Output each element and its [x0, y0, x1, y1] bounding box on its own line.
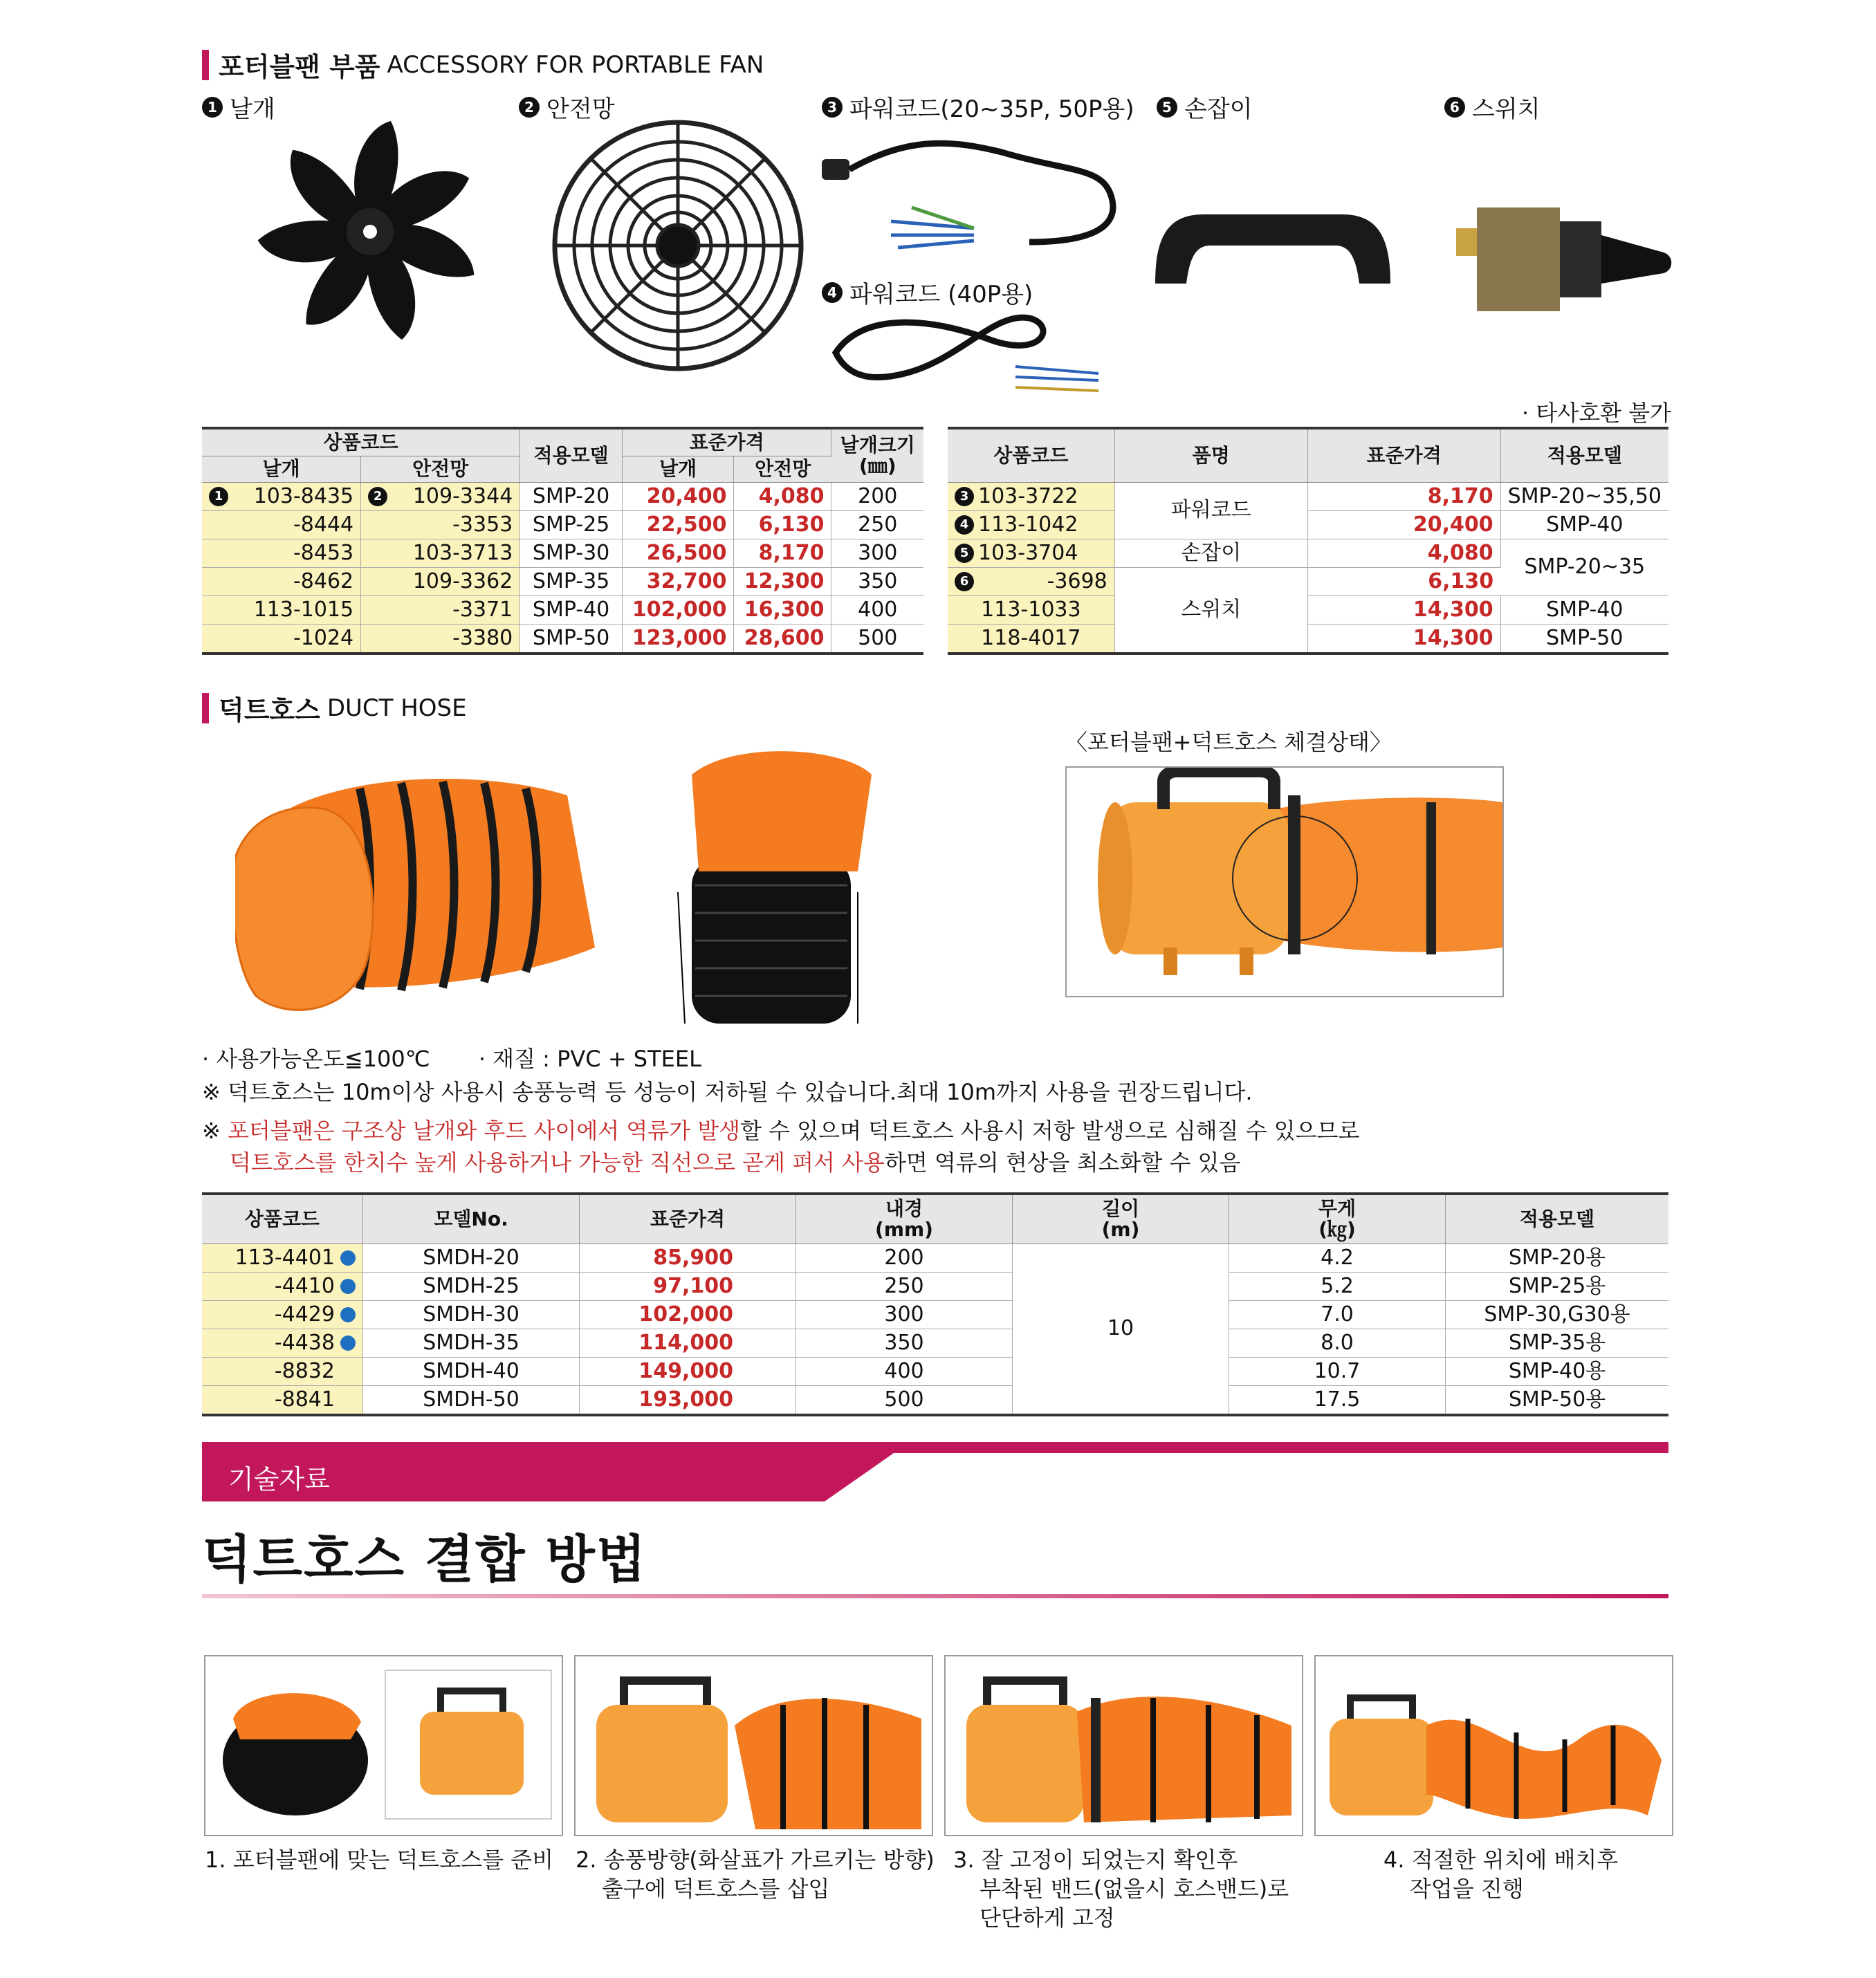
applied-cell: SMP-25용 — [1446, 1272, 1669, 1300]
step-4-photo — [1314, 1655, 1673, 1836]
code-cell — [202, 1272, 363, 1300]
header-price-grille: 안전망 — [734, 456, 831, 482]
size-cell: 300 — [831, 539, 923, 567]
part-label-power-cord-a — [822, 90, 1134, 124]
price-cell: 16,300 — [734, 595, 831, 624]
weight-cell: 17.5 — [1229, 1385, 1446, 1415]
note-highlight-1: 포터블팬은 구조상 날개와 후드 사이에서 역류가 발생 — [227, 1118, 741, 1144]
note-text-2: 하면 역류의 현상을 최소화할 수 있음 — [884, 1149, 1241, 1176]
spec-temperature: · 사용가능온도≦100℃ — [202, 1046, 430, 1072]
stock-dot-icon — [340, 1307, 356, 1322]
code-cell — [948, 510, 1114, 539]
grille-code-cell: -3371 — [361, 595, 520, 624]
weight-cell: 5.2 — [1229, 1272, 1446, 1300]
blade-code-cell: 113-1015 — [202, 595, 361, 624]
model-cell: SMP-20 — [520, 482, 623, 510]
size-cell: 350 — [831, 567, 923, 595]
grille-code-cell: 109-3362 — [361, 567, 520, 595]
compatibility-note: · 타사호환 불가 — [1522, 400, 1671, 426]
name-cell: 파워코드 — [1114, 482, 1307, 539]
price-cell: 28,600 — [734, 624, 831, 654]
parts-table — [948, 427, 1668, 655]
spec-material: · 재질 : PVC + STEEL — [478, 1046, 701, 1072]
header-code: 상품코드 — [948, 428, 1114, 482]
code-text: -4429 — [274, 1302, 335, 1327]
header-length-label: 길이 — [1101, 1197, 1140, 1221]
price-cell: 149,000 — [580, 1357, 796, 1385]
name-cell: 스위치 — [1114, 567, 1307, 654]
code-text: 109-3344 — [412, 483, 513, 508]
stock-dot-icon — [340, 1250, 356, 1266]
grille-code-cell: 103-3713 — [361, 539, 520, 567]
code-text: 103-8435 — [253, 483, 354, 508]
header-model: 적용모델 — [1500, 428, 1668, 482]
power-cord-icon — [822, 124, 1126, 263]
step-3-illustration — [946, 1656, 1302, 1835]
price-cell: 8,170 — [1307, 482, 1500, 510]
num-badge-5: 5 — [955, 544, 974, 563]
price-cell: 14,300 — [1307, 624, 1500, 654]
price-cell: 4,080 — [734, 482, 831, 510]
step-3-caption — [953, 1845, 1289, 1932]
part-name: 파워코드 (40P용) — [849, 281, 1033, 308]
diameter-cell: 200 — [796, 1244, 1013, 1272]
table-row — [202, 1329, 1668, 1357]
code-cell: 118-4017 — [948, 624, 1114, 654]
model-cell: SMP-20~35 — [1500, 539, 1668, 595]
header-grille: 안전망 — [361, 456, 520, 482]
spec-line — [202, 1043, 701, 1075]
code-cell — [948, 482, 1114, 510]
table-row — [202, 1244, 1668, 1272]
header-length-unit: (m) — [1101, 1217, 1140, 1241]
code-cell — [202, 1300, 363, 1329]
model-cell: SMP-50 — [520, 624, 623, 654]
table-row — [202, 510, 923, 539]
header-diameter-unit: (mm) — [875, 1217, 933, 1241]
part-number: 2 — [519, 97, 540, 118]
step-line: 1. 포터블팬에 맞는 덕트호스를 준비 — [205, 1847, 553, 1873]
fan-blade-icon — [246, 118, 495, 360]
table-row — [202, 1385, 1668, 1415]
price-cell: 20,400 — [1307, 510, 1500, 539]
diameter-cell: 300 — [796, 1300, 1013, 1329]
stock-dot-icon — [340, 1279, 356, 1294]
duct-title-ko: 덕트호스 — [219, 695, 320, 725]
step-1-photo — [204, 1655, 563, 1836]
applied-cell: SMP-30,G30용 — [1446, 1300, 1669, 1329]
step-2-photo — [574, 1655, 933, 1836]
table-row — [948, 510, 1668, 539]
table-row — [202, 567, 923, 595]
length-cell: 10 — [1013, 1244, 1229, 1415]
num-badge-1: 1 — [209, 487, 228, 506]
price-cell: 102,000 — [580, 1300, 796, 1329]
header-model: 적용모델 — [520, 428, 623, 482]
note-backflow — [202, 1115, 1359, 1179]
header-size-unit: (㎜) — [858, 454, 896, 477]
code-text: 113-1042 — [978, 512, 1078, 537]
model-cell: SMDH-20 — [363, 1244, 580, 1272]
accessory-title-en: ACCESSORY FOR PORTABLE FAN — [387, 50, 764, 79]
code-text: 113-4401 — [234, 1245, 335, 1270]
diameter-cell: 400 — [796, 1357, 1013, 1385]
step-1-caption — [205, 1845, 553, 1874]
blade-code-cell: -8462 — [202, 567, 361, 595]
accessory-title-ko: 포터블팬 부품 — [219, 52, 380, 82]
header-weight — [1229, 1194, 1446, 1244]
price-cell: 85,900 — [580, 1244, 796, 1272]
part-number: 3 — [822, 97, 843, 118]
step-4-caption — [1383, 1845, 1618, 1903]
tech-band-label: 기술자료 — [228, 1464, 330, 1495]
model-cell: SMDH-30 — [363, 1300, 580, 1329]
part-name: 손잡이 — [1184, 95, 1253, 123]
code-cell: -8832 — [202, 1357, 363, 1385]
table-row — [202, 1272, 1668, 1300]
header-price-blade: 날개 — [622, 456, 734, 482]
step-line: 4. 적절한 위치에 배치후 — [1383, 1847, 1619, 1873]
grille-code-cell: -3353 — [361, 510, 520, 539]
model-cell: SMP-35 — [520, 567, 623, 595]
model-cell: SMP-40 — [520, 595, 623, 624]
code-cell: -8841 — [202, 1385, 363, 1415]
part-label-handle — [1157, 90, 1253, 124]
note-line-2 — [202, 1147, 1359, 1179]
note-prefix: ※ — [202, 1118, 228, 1144]
step-2-caption — [576, 1845, 935, 1903]
code-text: -3698 — [1047, 569, 1107, 593]
price-cell: 4,080 — [1307, 539, 1500, 567]
grille-code-cell — [361, 482, 520, 510]
table-row — [202, 539, 923, 567]
note-length: ※ 덕트호스는 10m이상 사용시 송풍능력 등 성능이 저하될 수 있습니다.최대 10m까지 사용을 권장드립니다. — [202, 1079, 1253, 1105]
table-row — [202, 595, 923, 624]
price-cell: 12,300 — [734, 567, 831, 595]
header-diameter — [796, 1194, 1013, 1244]
header-name: 품명 — [1114, 428, 1307, 482]
handle-icon — [1148, 207, 1397, 297]
header-weight-unit: (㎏) — [1318, 1217, 1356, 1241]
header-weight-label: 무게 — [1318, 1197, 1357, 1221]
model-cell: SMDH-35 — [363, 1329, 580, 1357]
size-cell: 500 — [831, 624, 923, 654]
duct-title-en: DUCT HOSE — [327, 694, 467, 722]
step-4-illustration — [1316, 1656, 1672, 1835]
note-text-1: 할 수 있으며 덕트호스 사용시 저항 발생으로 심해질 수 있으므로 — [740, 1118, 1360, 1144]
step-line: 단단하게 고정 — [980, 1905, 1115, 1931]
model-cell: SMP-30 — [520, 539, 623, 567]
part-number: 4 — [822, 282, 843, 303]
duct-hose-image — [235, 733, 899, 1024]
applied-cell: SMP-20용 — [1446, 1244, 1669, 1272]
table-row — [948, 595, 1668, 624]
table-row — [202, 482, 923, 510]
weight-cell: 10.7 — [1229, 1357, 1446, 1385]
price-cell: 14,300 — [1307, 595, 1500, 624]
size-cell: 400 — [831, 595, 923, 624]
price-cell: 97,100 — [580, 1272, 796, 1300]
code-cell: 113-1033 — [948, 595, 1114, 624]
header-price: 표준가격 — [622, 428, 831, 456]
code-text: -4410 — [274, 1273, 335, 1298]
code-cell — [948, 539, 1114, 567]
blade-code-cell: -8444 — [202, 510, 361, 539]
num-badge-6: 6 — [955, 572, 974, 591]
price-cell: 102,000 — [622, 595, 734, 624]
diameter-cell: 250 — [796, 1272, 1013, 1300]
weight-cell: 7.0 — [1229, 1300, 1446, 1329]
step-1-illustration — [205, 1656, 562, 1835]
price-cell: 20,400 — [622, 482, 734, 510]
code-text: -4438 — [274, 1330, 335, 1355]
code-text: 103-3704 — [978, 540, 1078, 565]
switch-icon — [1442, 187, 1677, 325]
code-cell — [948, 567, 1114, 595]
fan-hose-photo — [1065, 766, 1504, 997]
header-code: 상품코드 — [202, 428, 520, 456]
tech-title-underline — [202, 1594, 1668, 1598]
price-cell: 26,500 — [622, 539, 734, 567]
duct-section-header — [202, 689, 467, 727]
price-cell: 193,000 — [580, 1385, 796, 1415]
tech-top-stripe — [202, 1442, 1668, 1453]
part-label-switch — [1444, 90, 1541, 124]
part-number: 6 — [1444, 97, 1465, 118]
photo-caption: 〈포터블팬+덕트호스 체결상태〉 — [1065, 729, 1392, 755]
price-cell: 114,000 — [580, 1329, 796, 1357]
table-row — [202, 1300, 1668, 1329]
header-model: 모델No. — [363, 1194, 580, 1244]
name-cell: 손잡이 — [1114, 539, 1307, 567]
price-cell: 32,700 — [622, 567, 734, 595]
model-cell: SMP-40 — [1500, 510, 1668, 539]
num-badge-4: 4 — [955, 515, 974, 535]
table-row — [948, 482, 1668, 510]
model-cell: SMP-40 — [1500, 595, 1668, 624]
applied-cell: SMP-40용 — [1446, 1357, 1669, 1385]
step-line: 출구에 덕트호스를 삽입 — [602, 1876, 830, 1902]
model-cell: SMP-25 — [520, 510, 623, 539]
price-cell: 6,130 — [1307, 567, 1500, 595]
tech-title: 덕트호스 결합 방법 — [202, 1530, 647, 1589]
step-line: 3. 잘 고정이 되었는지 확인후 — [953, 1847, 1238, 1873]
blade-code-cell: -1024 — [202, 624, 361, 654]
safety-grille-icon — [550, 118, 806, 373]
stock-dot-icon — [340, 1335, 356, 1351]
code-cell — [202, 1329, 363, 1357]
step-2-illustration — [576, 1656, 932, 1835]
section-bar — [202, 693, 209, 723]
step-3-photo — [944, 1655, 1303, 1836]
header-diameter-label: 내경 — [885, 1197, 923, 1221]
header-price: 표준가격 — [580, 1194, 796, 1244]
part-name: 스위치 — [1472, 95, 1541, 123]
price-cell: 22,500 — [622, 510, 734, 539]
diameter-cell: 350 — [796, 1329, 1013, 1357]
part-number: 1 — [202, 97, 223, 118]
section-bar — [202, 50, 209, 80]
diameter-cell: 500 — [796, 1385, 1013, 1415]
weight-cell: 4.2 — [1229, 1244, 1446, 1272]
price-cell: 123,000 — [622, 624, 734, 654]
size-cell: 200 — [831, 482, 923, 510]
num-badge-2: 2 — [368, 487, 387, 506]
step-line: 부착된 밴드(없을시 호스밴드)로 — [980, 1876, 1289, 1902]
table-row — [948, 624, 1668, 654]
header-size-label: 날개크기 — [840, 434, 915, 457]
header-applied: 적용모델 — [1446, 1194, 1669, 1244]
blade-grille-table — [202, 427, 923, 655]
model-cell: SMP-50 — [1500, 624, 1668, 654]
header-size — [831, 428, 923, 482]
power-cord-icon — [822, 304, 1112, 401]
grille-code-cell: -3380 — [361, 624, 520, 654]
header-price: 표준가격 — [1307, 428, 1500, 482]
table-row — [202, 624, 923, 654]
header-blade: 날개 — [202, 456, 361, 482]
blade-code-cell: -8453 — [202, 539, 361, 567]
header-length — [1013, 1194, 1229, 1244]
code-cell — [202, 1244, 363, 1272]
note-highlight-2: 덕트호스를 한치수 높게 사용하거나 가능한 직선으로 곧게 펴서 사용 — [230, 1149, 885, 1176]
model-cell: SMDH-40 — [363, 1357, 580, 1385]
fan-hose-illustration — [1067, 768, 1502, 996]
part-name: 안전망 — [546, 95, 615, 123]
price-cell: 8,170 — [734, 539, 831, 567]
table-row — [202, 1357, 1668, 1385]
table-row — [948, 539, 1668, 567]
model-cell: SMDH-25 — [363, 1272, 580, 1300]
applied-cell: SMP-50용 — [1446, 1385, 1669, 1415]
model-cell: SMP-20~35,50 — [1500, 482, 1668, 510]
header-code: 상품코드 — [202, 1194, 363, 1244]
model-cell: SMDH-50 — [363, 1385, 580, 1415]
part-name: 파워코드(20~35P, 50P용) — [849, 95, 1134, 123]
price-cell: 6,130 — [734, 510, 831, 539]
duct-hose-table — [202, 1192, 1668, 1416]
code-text: 103-3722 — [978, 483, 1078, 508]
num-badge-3: 3 — [955, 487, 974, 506]
part-number: 5 — [1157, 97, 1177, 118]
note-line-1 — [202, 1115, 1359, 1147]
step-line: 작업을 진행 — [1410, 1876, 1524, 1902]
weight-cell: 8.0 — [1229, 1329, 1446, 1357]
applied-cell: SMP-35용 — [1446, 1329, 1669, 1357]
step-line: 2. 송풍방향(화살표가 가르키는 방향) — [576, 1847, 935, 1873]
size-cell: 250 — [831, 510, 923, 539]
blade-code-cell — [202, 482, 361, 510]
part-name: 날개 — [230, 95, 275, 123]
accessory-section-header — [202, 46, 764, 84]
